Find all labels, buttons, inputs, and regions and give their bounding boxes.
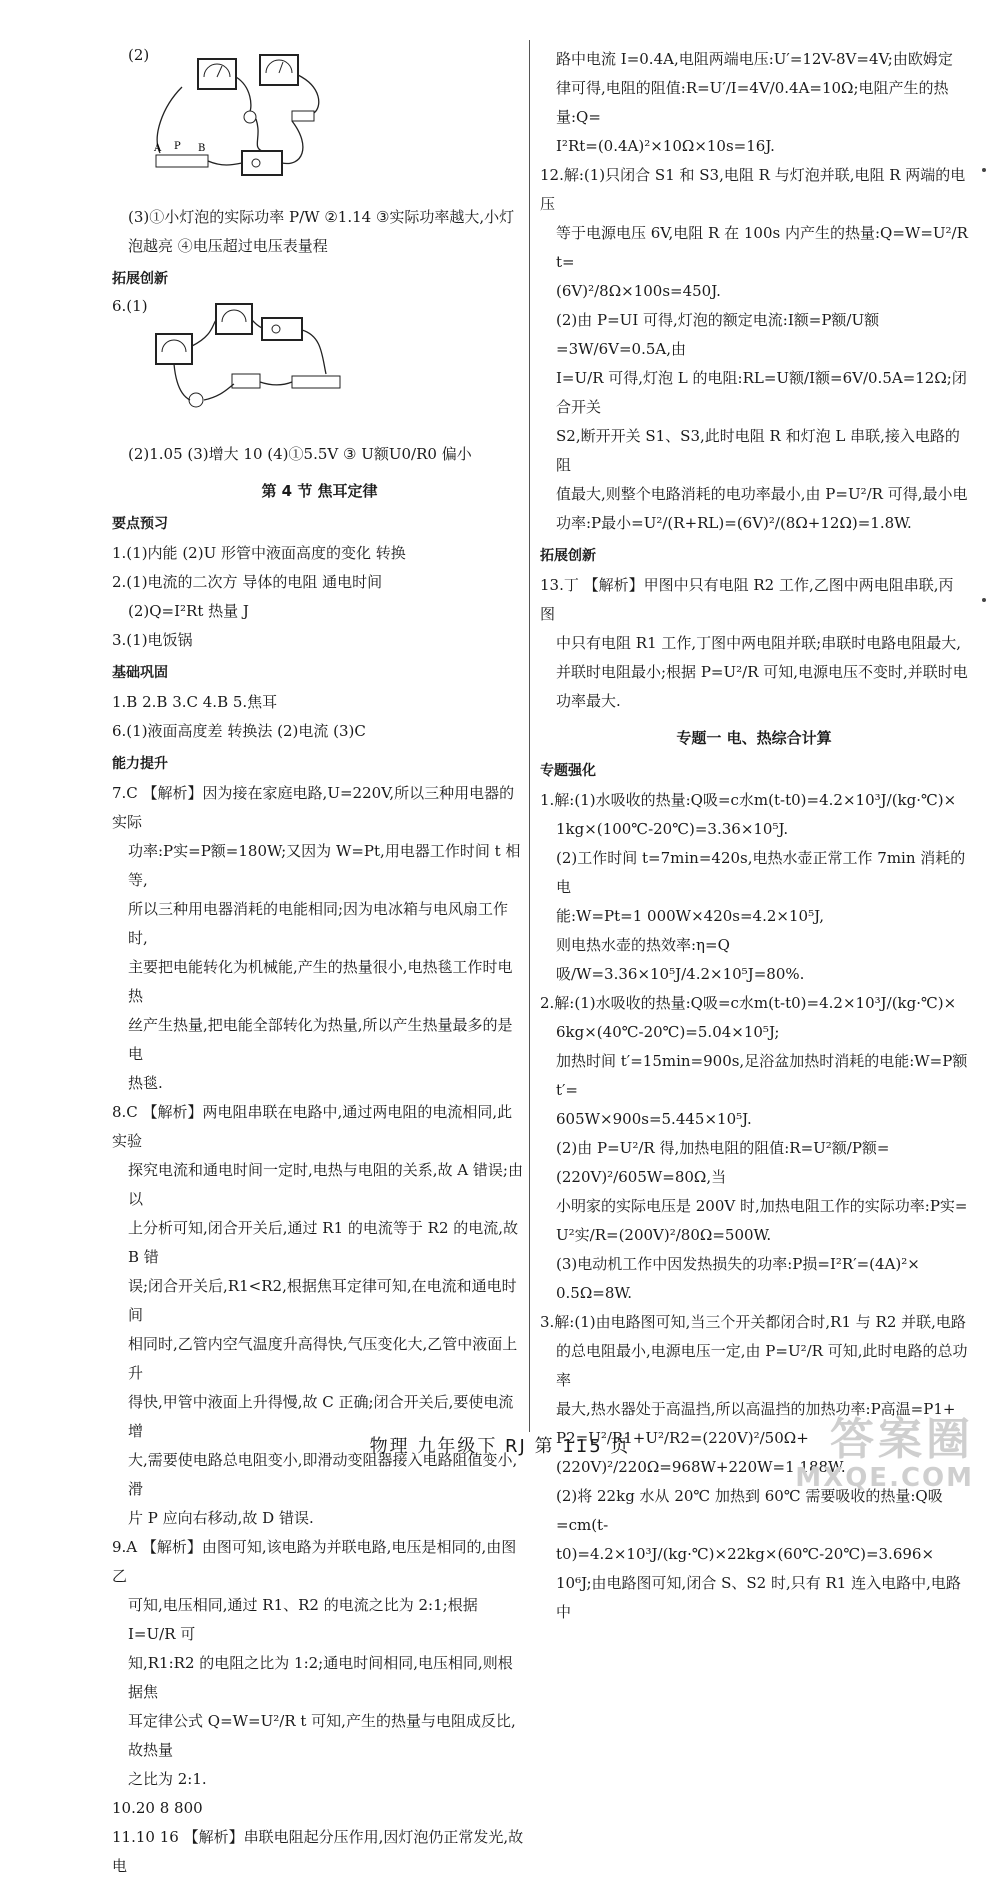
answer-line: 则电热水壶的热效率:η=Q吸/W=3.36×10⁵J/4.2×10⁵J=80%. — [556, 936, 805, 983]
answer-line: 6.(1)液面高度差 转换法 (2)电流 (3)C — [112, 722, 366, 740]
answer-line: 功率:P最小=U²/(R+RL)=(6V)²/(8Ω+12Ω)=1.8W. — [556, 514, 912, 532]
answer-line: (2)工作时间 t=7min=420s,电热水壶正常工作 7min 消耗的电 — [556, 849, 966, 896]
answer-line: 2.解:(1)水吸收的热量:Q吸=c水m(t-t0)=4.2×10³J/(kg·℃)× — [540, 994, 957, 1012]
answer-line: 1kg×(100℃-20℃)=3.36×10⁵J. — [556, 820, 789, 838]
answer-line: 相同时,乙管内空气温度升高得快,气压变化大,乙管中液面上升 — [128, 1335, 518, 1382]
watermark-title: 答案圈 — [830, 1414, 974, 1465]
answer-line: 探究电流和通电时间一定时,电热与电阻的关系,故 A 错误;由以 — [128, 1161, 523, 1208]
answer-line: 2.(1)电流的二次方 导体的电阻 通电时间 — [112, 573, 383, 591]
answer-line: 大,需要使电路总电阻变小,即滑动变阻器接入电路阻值变小,滑 — [128, 1451, 518, 1498]
figure-label: (2) — [128, 46, 150, 64]
answer-line: 知,R1:R2 的电阻之比为 1:2;通电时间相同,电压相同,则根据焦 — [128, 1654, 513, 1701]
answer-line: 之比为 2:1. — [128, 1770, 207, 1788]
answer-line: 7.C 【解析】因为接在家庭电路,U=220V,所以三种用电器的实际 — [112, 784, 515, 831]
answer-line: 功率:P实=P额=180W;又因为 W=Pt,用电器工作时间 t 相等, — [128, 842, 521, 889]
terminal-label-a: A — [154, 143, 162, 154]
page-footer: 物理 九年级下 RJ 第 115 页 — [369, 1436, 631, 1457]
watermark-logo — [795, 1416, 974, 1492]
right-column — [540, 45, 968, 1627]
answer-line: (3)①小灯泡的实际功率 P/W ②1.14 ③实际功率越大,小灯 — [128, 208, 515, 226]
answer-line: 中只有电阻 R1 工作,丁图中两电阻并联;串联时电路电阻最大, — [556, 634, 961, 652]
terminal-label-b: B — [198, 143, 206, 154]
circuit-figure-2 — [112, 296, 527, 436]
answer-line: 主要把电能转化为机械能,产生的热量很小,电热毯工作时电热 — [128, 958, 513, 1005]
margin-mark — [982, 598, 986, 602]
answer-line: 10⁶J;由电路图可知,闭合 S、S2 时,只有 R1 连入电路中,电路中 — [556, 1574, 961, 1621]
answer-line: 丝产生热量,把电能全部转化为热量,所以产生热量最多的是电 — [128, 1016, 513, 1063]
answer-line: 功率最大. — [556, 692, 621, 710]
circuit-diagram-1 — [152, 47, 352, 197]
answer-line: 可知,电压相同,通过 R1、R2 的电流之比为 2:1;根据 I=U/R 可 — [128, 1596, 478, 1643]
section-heading: 基础巩固 — [112, 665, 168, 681]
answer-line: (2)Q=I²Rt 热量 J — [128, 602, 249, 620]
answer-line: 10.20 8 800 — [112, 1799, 203, 1817]
answer-line: I=U/R 可得,灯泡 L 的电阻:RL=U额/I额=6V/0.5A=12Ω;闭合开关 — [556, 369, 967, 416]
topic-title: 专题一 电、热综合计算 — [676, 729, 832, 747]
column-divider — [529, 40, 530, 1432]
section-heading: 能力提升 — [112, 756, 168, 772]
answer-line: 小明家的实际电压是 200V 时,加热电阻工作的实际功率:P实= — [556, 1197, 968, 1215]
circuit-diagram-2 — [152, 296, 372, 432]
answer-line: (2)将 22kg 水从 20℃ 加热到 60℃ 需要吸收的热量:Q吸=cm(t- — [556, 1487, 943, 1534]
answer-line: 得快,甲管中液面上升得慢,故 C 正确;闭合开关后,要使电流增 — [128, 1393, 514, 1440]
margin-mark — [982, 168, 986, 172]
answer-line: 1.(1)内能 (2)U 形管中液面高度的变化 转换 — [112, 544, 406, 562]
answer-line: 1.B 2.B 3.C 4.B 5.焦耳 — [112, 693, 278, 711]
answer-line: 605W×900s=5.445×10⁵J. — [556, 1110, 752, 1128]
answer-line: 3.解:(1)由电路图可知,当三个开关都闭合时,R1 与 R2 并联,电路 — [540, 1313, 966, 1331]
answer-line: P2=U²/R1+U²/R2=(220V)²/50Ω+(220V)²/220Ω=968W+220W=1 188W. — [556, 1429, 846, 1476]
answer-line: 热毯. — [128, 1074, 163, 1092]
section-heading: 专题强化 — [540, 763, 596, 779]
section-heading: 拓展创新 — [112, 271, 168, 287]
answer-line: 9.A 【解析】由图可知,该电路为并联电路,电压是相同的,由图乙 — [112, 1538, 517, 1585]
answer-line: U²实/R=(200V)²/80Ω=500W. — [556, 1226, 772, 1244]
answer-line: 1.解:(1)水吸收的热量:Q吸=c水m(t-t0)=4.2×10³J/(kg·℃)× — [540, 791, 957, 809]
answer-line: 加热时间 t′=15min=900s,足浴盆加热时消耗的电能:W=P额t′= — [556, 1052, 968, 1099]
section-heading: 要点预习 — [112, 516, 168, 532]
answer-line: 能:W=Pt=1 000W×420s=4.2×10⁵J, — [556, 907, 824, 925]
answer-line: 所以三种用电器消耗的电能相同;因为电冰箱与电风扇工作时, — [128, 900, 509, 947]
answer-line: 8.C 【解析】两电阻串联在电路中,通过两电阻的电流相同,此实验 — [112, 1103, 513, 1150]
answer-line: 的总电阻最小,电源电压一定,由 P=U²/R 可知,此时电路的总功率 — [556, 1342, 968, 1389]
answer-line: 值最大,则整个电路消耗的电功率最小,由 P=U²/R 可得,最小电 — [556, 485, 968, 503]
left-column — [112, 45, 527, 1881]
answer-line: 等于电源电压 6V,电阻 R 在 100s 内产生的热量:Q=W=U²/R t= — [556, 224, 968, 271]
terminal-label-p: P — [174, 141, 181, 152]
answer-line: (3)电动机工作中因发热损失的功率:P损=I²R′=(4A)²× — [556, 1255, 920, 1273]
answer-line: 路中电流 I=0.4A,电阻两端电压:U′=12V-8V=4V;由欧姆定 — [556, 50, 953, 68]
answer-line: t0)=4.2×10³J/(kg·℃)×22kg×(60℃-20℃)=3.696× — [556, 1545, 935, 1563]
answer-line: 片 P 应向右移动,故 D 错误. — [128, 1509, 314, 1527]
answer-line: 3.(1)电饭锅 — [112, 631, 193, 649]
answer-line: 耳定律公式 Q=W=U²/R t 可知,产生的热量与电阻成反比,故热量 — [128, 1712, 516, 1759]
answer-line: 最大,热水器处于高温挡,所以高温挡的加热功率:P高温=P1+ — [556, 1400, 956, 1418]
answer-line: 13.丁 【解析】甲图中只有电阻 R2 工作,乙图中两电阻串联,丙图 — [540, 576, 954, 623]
answer-line: 并联时电阻最小;根据 P=U²/R 可知,电源电压不变时,并联时电 — [556, 663, 968, 681]
answer-line: S2,断开开关 S1、S3,此时电阻 R 和灯泡 L 串联,接入电路的阻 — [556, 427, 960, 474]
answer-line: 律可得,电阻的阻值:R=U′/I=4V/0.4A=10Ω;电阻产生的热量:Q= — [556, 79, 949, 126]
answer-line: 上分析可知,闭合开关后,通过 R1 的电流等于 R2 的电流,故 B 错 — [128, 1219, 519, 1266]
answer-line: (2)由 P=U²/R 得,加热电阻的阻值:R=U²额/P额=(220V)²/605W=80Ω,当 — [556, 1139, 890, 1186]
answer-line: 11.10 16 【解析】串联电阻起分压作用,因灯泡仍正常发光,故电 — [112, 1828, 524, 1875]
answer-line: (2)由 P=UI 可得,灯泡的额定电流:I额=P额/U额=3W/6V=0.5A,由 — [556, 311, 880, 358]
circuit-figure-1 — [128, 46, 527, 199]
answer-line: 误;闭合开关后,R1<R2,根据焦耳定律可知,在电流和通电时间 — [128, 1277, 517, 1324]
answer-line: 0.5Ω=8W. — [556, 1284, 632, 1302]
watermark-url: MXQE.COM — [795, 1463, 974, 1493]
answer-line: 12.解:(1)只闭合 S1 和 S3,电阻 R 与灯泡并联,电阻 R 两端的电压 — [540, 166, 966, 213]
section-heading: 拓展创新 — [540, 548, 596, 564]
answer-line: I²Rt=(0.4A)²×10Ω×10s=16J. — [556, 137, 775, 155]
answer-line: 6kg×(40℃-20℃)=5.04×10⁵J; — [556, 1023, 780, 1041]
answer-line: 泡越亮 ④电压超过电压表量程 — [128, 237, 328, 255]
section-title: 第 4 节 焦耳定律 — [261, 482, 378, 500]
answer-line: (2)1.05 (3)增大 10 (4)①5.5V ③ U额U0/R0 偏小 — [128, 445, 472, 463]
answer-line: (6V)²/8Ω×100s=450J. — [556, 282, 721, 300]
figure-label: 6.(1) — [112, 297, 148, 315]
